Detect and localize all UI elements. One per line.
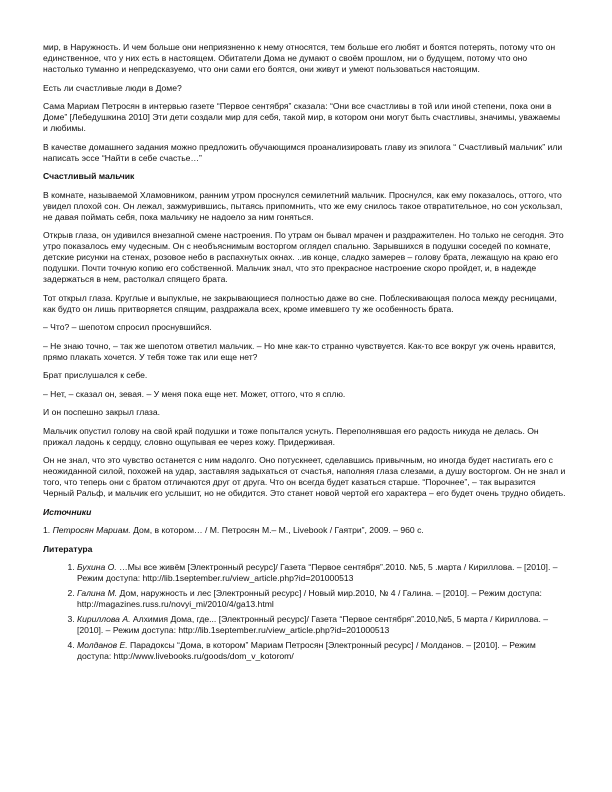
literature-details: Алхимия Дома, где... [Электронный ресурс]/ Газета “Первое сентября”.2010,№5, 5 марта / Кириллова. – [2010]. – Режим доступа: http://lib.1september.ru/view_article.php?id=201000513: [77, 614, 549, 635]
literature-author: Галина М.: [77, 588, 118, 598]
literature-details: Парадоксы “Дома, в котором” Мариам Петросян [Электронный ресурс] / Молданов. – [2010]. – Режим доступа: http://www.livebooks.ru/goods/dom_v_kotorom/: [77, 640, 536, 661]
literature-item: [77, 588, 566, 610]
literature-item: [77, 614, 566, 636]
literature-details: …Мы все живём [Электронный ресурс]/ Газета “Первое сентября”.2010. №5, 5 .марта / Кириллова. – [2010]. – Режим доступа: http://lib.1september.ru/view_article.php?id=201000513: [77, 562, 558, 583]
literature-item: [77, 640, 566, 662]
sources-title: Источники: [43, 506, 92, 517]
dialogue-line: – Нет, – сказал он, зевая. – У меня пока еще нет. Может, оттого, что я сплю.: [43, 388, 346, 399]
literature-author: Бухина О.: [77, 562, 117, 572]
source-author: Петросян Мариам.: [52, 525, 131, 535]
source-number: 1.: [43, 525, 51, 535]
literature-details: Дом, наружность и лес [Электронный ресурс] / Новый мир.2010, № 4 / Галина. – [2010]. – Режим доступа: http://magazines.russ.ru/novyi_mi/2010/4/ga13.html: [77, 588, 542, 609]
dialogue-line: – Не знаю точно, – так же шепотом ответил мальчик. – Но мне как-то странно чувствуется. Как-то все вокруг уж очень нравится, прямо плакать хочется. У тебя тоже так или еще нет?: [43, 340, 556, 362]
homework-paragraph: В качестве домашнего задания можно предложить обучающимся проанализировать главу из эпилога “ Счастливый мальчик” или написать эссе “Найти в себе счастье…”: [43, 141, 563, 163]
literature-title: Литература: [43, 543, 93, 554]
story-paragraph: Открыв глаза, он удивился внезапной смене настроения. По утрам он бывал мрачен и раздражителен. Но только не сегодня. Это утро показалось ему чудесным. Он с необъяснимым восторгом оглядел спальню. Зарывшихся в подушки соседей по комнате, детские рисунки на стенах, розовое небо в распахнутых окнах. ..ив конце, сладко замерев – голову брата, лежащую на краю его подушки. Почти точную копию его собственной. Мальчик знал, что это прекрасное настроение скоро пройдет, и, в надежде задержаться в нем, растолкал спящего брата.: [43, 230, 564, 284]
dialogue-line: – Что? – шепотом спросил проснувшийся.: [43, 322, 212, 332]
question-paragraph: Есть ли счастливые люди в Доме?: [43, 82, 182, 93]
literature-author: Кириллова А.: [77, 614, 131, 624]
literature-author: Молданов Е.: [77, 640, 128, 650]
intro-paragraph: мир, в Наружность. И чем больше они неприязненно к нему относятся, тем больше его любят и боятся потерять, потому что он единственное, что у них есть в настоящем. Обитатели Дома не думают о своём прошлом, ни о будущем, потому что оно настолько туманно и непредсказуемо, что они сами его боятся, они живут и умеют пользоваться настоящим.: [43, 42, 556, 74]
story-paragraph: Тот открыл глаза. Круглые и выпуклые, не закрывающиеся полностью даже во сне. Поблескивающая полоса между ресницами, как будто он лишь притворяется спящим, раздражала всех, кроме имевшего ту же особенность брата.: [43, 292, 557, 314]
story-paragraph: Он не знал, что это чувство останется с ним надолго. Оно потускнеет, сделавшись привычным, но иногда будет настигать его с неожиданной силой, похожей на удар, заставляя задыхаться от счастья, наполняя глаза слезами, а душу восторгом. Он не знал и того, что теперь они с братом отличаются друг от друга. Что он всегда будет казаться старше. “Порочнее”, – так выразится Черный Ральф, и мальчик его услышит, но не обидится. Это станет новой чертой его характера – его будет очень трудно обидеть.: [43, 455, 566, 498]
interview-paragraph: Сама Мариам Петросян в интервью газете “Первое сентября” сказала: “Они все счастливы в той или иной степени, пока они в Доме” [Лебедушкина 2010] Эти дети создали мир для себя, такой мир, в котором они могут быть счастливы, значимы, уважаемы и любимы.: [43, 101, 560, 133]
literature-item: [77, 562, 566, 584]
source-entry: [43, 525, 566, 536]
story-paragraph: Мальчик опустил голову на свой край подушки и тоже попытался уснуть. Переполнявшая его радость никуда не делась. Он прижал ладонь к сердцу, словно ощупывая ее через кожу. Придерживая.: [43, 425, 539, 447]
story-paragraph: В комнате, называемой Хламовником, ранним утром проснулся семилетний мальчик. Проснулся, как ему показалось, оттого, что увидел плохой сон. Он лежал, зажмурившись, пытаясь припомнить, что же ему снилось такое отвратительное, но сон ускользал, не давая поймать себя, пока мальчику не надоело за ним гоняться.: [43, 189, 563, 222]
source-details: Дом, в котором… / М. Петросян М.– М., Livebook / Гаятри”, 2009. – 960 с.: [130, 525, 424, 535]
story-paragraph: И он поспешно закрыл глаза.: [43, 407, 161, 417]
literature-list: [43, 562, 566, 662]
story-paragraph: Брат прислушался к себе.: [43, 370, 148, 380]
story-title: Счастливый мальчик: [43, 171, 135, 181]
